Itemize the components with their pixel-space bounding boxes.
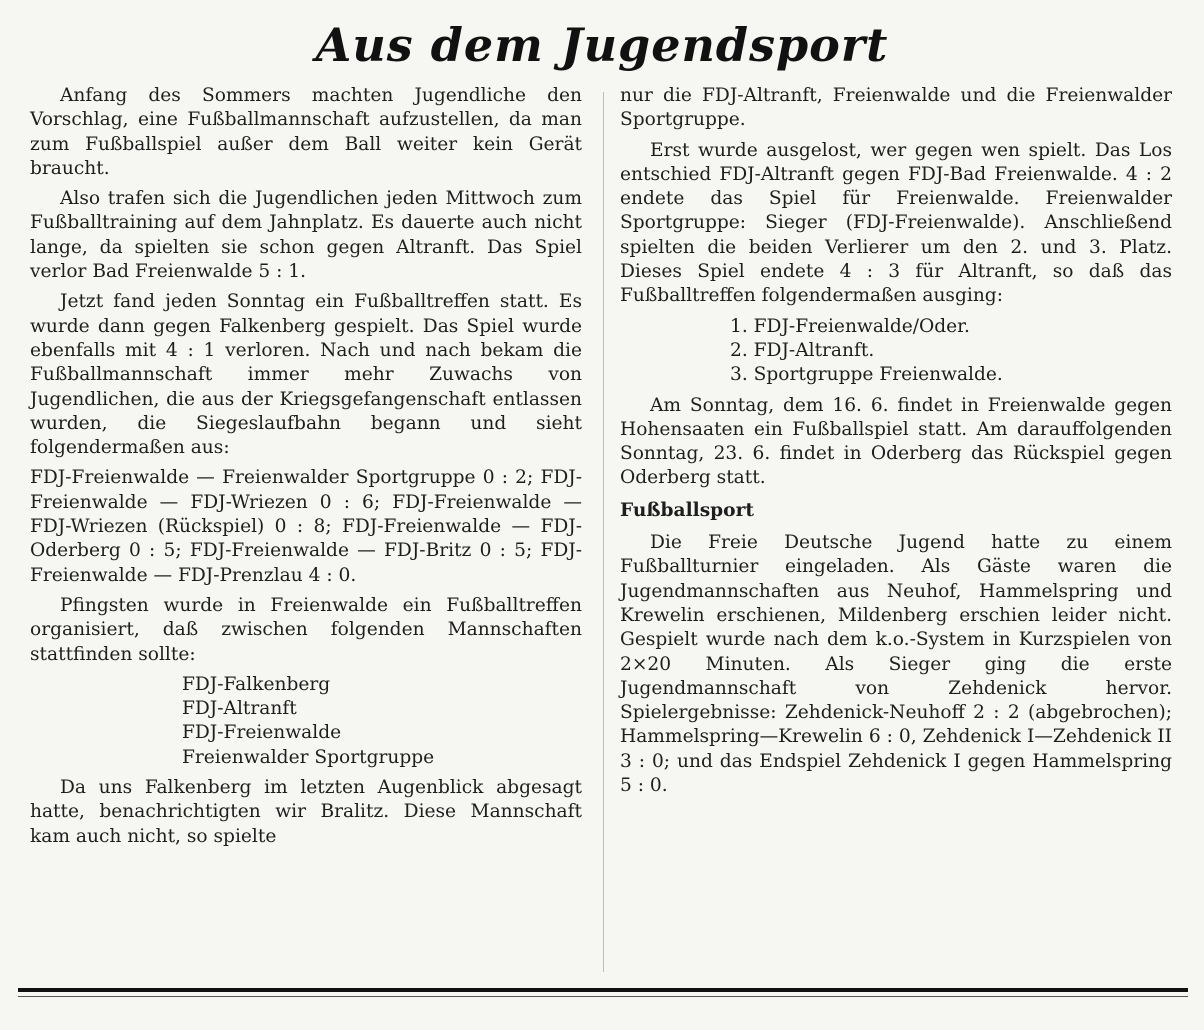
- team-list: [30, 673, 582, 770]
- paragraph: Erst wurde ausgelost, wer gegen wen spielt. Das Los entschied FDJ-Altranft gegen FDJ-Bad Freienwalde. 4 : 2 endete das Spiel für Freienwalde. Freienwalder Sportgruppe: Sieger (FDJ-Freienwalde). Anschließend spielten die beiden Verlierer um den 2. und 3. Platz. Dieses Spiel endete 4 : 3 für Altranft, so daß das Fußballtreffen folgendermaßen ausging:: [620, 139, 1172, 307]
- article-title: Aus dem Jugendsport: [315, 18, 889, 72]
- team-item: Freienwalder Sportgruppe: [182, 746, 435, 768]
- team-item: FDJ-Freienwalde: [182, 722, 342, 744]
- paragraph: Anfang des Sommers machten Jugendliche den Vorschlag, eine Fußballmannschaft aufzustellen, da man zum Fußballspiel außer dem Ball weiter kein Gerät braucht.: [30, 85, 582, 179]
- paragraph: Jetzt fand jeden Sonntag ein Fußballtreffen statt. Es wurde dann gegen Falkenberg gespielt. Das Spiel wurde ebenfalls mit 4 : 1 verloren. Nach und nach bekam die Fußballmannschaft immer mehr Zuwachs von Jugendlichen, die aus der Kriegsgefangenschaft entlassen wurden, die Siegeslaufbahn begann und sieht folgendermaßen aus:: [30, 291, 582, 459]
- bottom-rule-thin: [18, 996, 1188, 997]
- section-heading: Fußballsport: [620, 499, 754, 521]
- paragraph: nur die FDJ-Altranft, Freienwalde und die Freienwalder Sportgruppe.: [620, 85, 1172, 131]
- team-item: FDJ-Altranft: [182, 698, 297, 720]
- column-divider: [603, 92, 604, 972]
- paragraph: Am Sonntag, dem 16. 6. findet in Freienwalde gegen Hohensaaten ein Fußballspiel statt. Am darauffolgenden Sonntag, 23. 6. findet in Oderberg das Rückspiel gegen Oderberg statt.: [620, 394, 1172, 489]
- right-column: [620, 84, 1172, 804]
- results-paragraph: FDJ-Freienwalde — Freienwalder Sportgruppe 0 : 2; FDJ-Freienwalde — FDJ-Wriezen 0 : 6; FDJ-Freienwalde — FDJ-Wriezen (Rückspiel) 0 : 8; FDJ-Freienwalde — FDJ-Oderberg 0 : 5; FDJ-Freienwalde — FDJ-Britz 0 : 5; FDJ-Freienwalde — FDJ-Prenzlau 4 : 0.: [30, 467, 582, 586]
- paragraph: Da uns Falkenberg im letzten Augenblick abgesagt hatte, benachrichtigten wir Bralitz. Diese Mannschaft kam auch nicht, so spielte: [30, 777, 582, 847]
- paragraph: Also trafen sich die Jugendlichen jeden Mittwoch zum Fußballtraining auf dem Jahnplatz. Es dauerte auch nicht lange, da spielten sie schon gegen Altranft. Das Spiel verlor Bad Freienwalde 5 : 1.: [30, 188, 582, 283]
- ranking-list: [620, 315, 1172, 388]
- paragraph: Die Freie Deutsche Jugend hatte zu einem Fußballturnier eingeladen. Als Gäste waren die Jugendmannschaften aus Neuhof, Hammelspring und Krewelin erschienen, Mildenberg erschien leider nicht. Gespielt wurde nach dem k.o.-System in Kurzspielen von 2×20 Minuten. Als Sieger ging die erste Jugendmannschaft von Zehdenick hervor. Spielergebnisse: Zehdenick-Neuhoff 2 : 2 (abgebrochen); Hammelspring—Krewelin 6 : 0, Zehdenick I—Zehdenick II 3 : 0; und das Endspiel Zehdenick I gegen Hammelspring 5 : 0.: [620, 532, 1172, 797]
- bottom-rule: [18, 988, 1188, 992]
- paragraph: Pfingsten wurde in Freienwalde ein Fußballtreffen organisiert, daß zwischen folgenden Mannschaften stattfinden sollte:: [30, 594, 582, 665]
- ranking-item: 1. FDJ-Freienwalde/Oder.: [730, 315, 970, 337]
- team-item: FDJ-Falkenberg: [182, 673, 331, 695]
- ranking-item: 3. Sportgruppe Freienwalde.: [730, 364, 1003, 386]
- ranking-item: 2. FDJ-Altranft.: [730, 339, 875, 361]
- left-column: [30, 84, 582, 855]
